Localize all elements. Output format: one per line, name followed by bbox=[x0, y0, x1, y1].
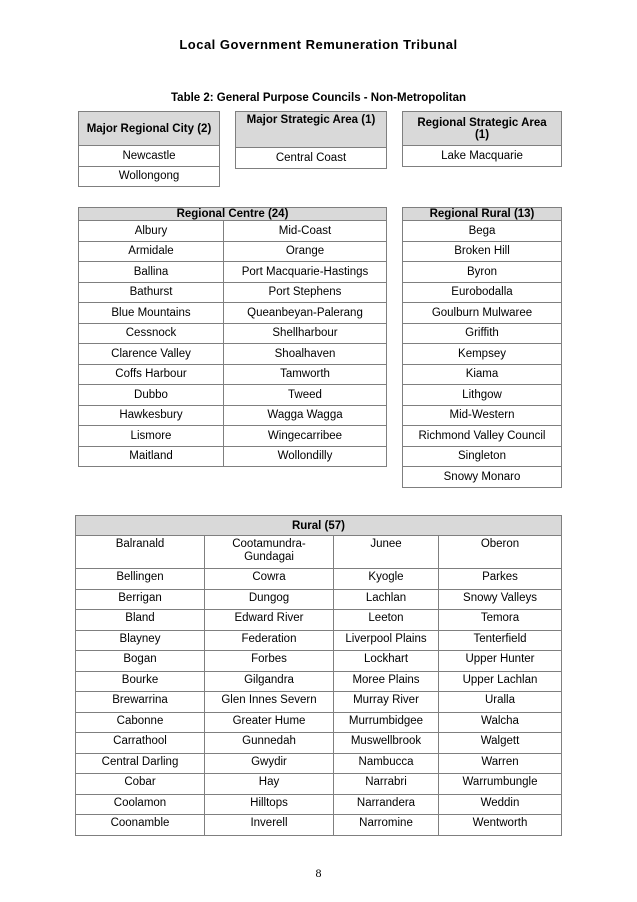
regional-centre-table bbox=[78, 207, 387, 467]
table-cell: Lithgow bbox=[403, 385, 562, 406]
table-cell: Leeton bbox=[334, 610, 439, 631]
table-cell: Kiama bbox=[403, 364, 562, 385]
table-cell: Wollongong bbox=[79, 166, 220, 187]
table-cell: Queanbeyan-Palerang bbox=[224, 303, 387, 324]
table-cell: Bland bbox=[76, 610, 205, 631]
table-cell: Tenterfield bbox=[439, 630, 562, 651]
table-cell: Upper Lachlan bbox=[439, 671, 562, 692]
table-cell: Snowy Monaro bbox=[403, 467, 562, 488]
table-cell: Lachlan bbox=[334, 589, 439, 610]
table-cell: Bogan bbox=[76, 651, 205, 672]
table-cell: Kempsey bbox=[403, 344, 562, 365]
major-strategic-area-table bbox=[235, 111, 387, 169]
table-cell: Inverell bbox=[205, 815, 334, 836]
table-cell: Wollondilly bbox=[224, 446, 387, 467]
table-cell: Tweed bbox=[224, 385, 387, 406]
table-cell: Balranald bbox=[76, 536, 205, 569]
regional-strategic-area-heading: Regional Strategic Area (1) bbox=[403, 112, 562, 146]
table-cell: Kyogle bbox=[334, 569, 439, 590]
table-cell: Mid-Western bbox=[403, 405, 562, 426]
table-cell: Narromine bbox=[334, 815, 439, 836]
table-cell: Newcastle bbox=[79, 146, 220, 167]
table-cell: Nambucca bbox=[334, 753, 439, 774]
table-cell: Mid-Coast bbox=[224, 221, 387, 242]
table-cell: Hawkesbury bbox=[79, 405, 224, 426]
table-title: Table 2: General Purpose Councils - Non-Metropolitan bbox=[171, 92, 466, 104]
table-cell: Cabonne bbox=[76, 712, 205, 733]
table-cell: Forbes bbox=[205, 651, 334, 672]
table-cell: Coolamon bbox=[76, 794, 205, 815]
table-cell: Coonamble bbox=[76, 815, 205, 836]
table-cell: Wagga Wagga bbox=[224, 405, 387, 426]
table-cell: Glen Innes Severn bbox=[205, 692, 334, 713]
rural-table bbox=[75, 515, 562, 836]
table-cell: Narrandera bbox=[334, 794, 439, 815]
major-regional-city-heading: Major Regional City (2) bbox=[79, 112, 220, 146]
table-cell: Armidale bbox=[79, 241, 224, 262]
table-cell: Tamworth bbox=[224, 364, 387, 385]
table-cell: Coffs Harbour bbox=[79, 364, 224, 385]
table-cell: Berrigan bbox=[76, 589, 205, 610]
table-cell: Warren bbox=[439, 753, 562, 774]
major-strategic-area-heading: Major Strategic Area (1) bbox=[236, 112, 387, 148]
table-cell: Dubbo bbox=[79, 385, 224, 406]
table-cell: Port Stephens bbox=[224, 282, 387, 303]
table-cell: Cootamundra- Gundagai bbox=[205, 536, 334, 569]
table-cell: Bega bbox=[403, 221, 562, 242]
table-cell: Greater Hume bbox=[205, 712, 334, 733]
table-cell: Walcha bbox=[439, 712, 562, 733]
regional-rural-table bbox=[402, 207, 562, 488]
table-cell: Narrabri bbox=[334, 774, 439, 795]
table-cell: Warrumbungle bbox=[439, 774, 562, 795]
table-cell: Walgett bbox=[439, 733, 562, 754]
regional-centre-heading: Regional Centre (24) bbox=[79, 208, 387, 221]
table-cell: Port Macquarie-Hastings bbox=[224, 262, 387, 283]
table-cell: Cessnock bbox=[79, 323, 224, 344]
table-cell: Griffith bbox=[403, 323, 562, 344]
table-cell: Murray River bbox=[334, 692, 439, 713]
table-cell: Muswellbrook bbox=[334, 733, 439, 754]
page-number: 8 bbox=[315, 866, 322, 880]
table-cell: Temora bbox=[439, 610, 562, 631]
table-cell: Central Coast bbox=[236, 148, 387, 169]
table-cell: Gwydir bbox=[205, 753, 334, 774]
table-cell: Shoalhaven bbox=[224, 344, 387, 365]
table-cell: Central Darling bbox=[76, 753, 205, 774]
table-cell: Lockhart bbox=[334, 651, 439, 672]
table-cell: Wingecarribee bbox=[224, 426, 387, 447]
table-cell: Liverpool Plains bbox=[334, 630, 439, 651]
table-cell: Blayney bbox=[76, 630, 205, 651]
table-cell: Wentworth bbox=[439, 815, 562, 836]
table-cell: Uralla bbox=[439, 692, 562, 713]
regional-strategic-area-table bbox=[402, 111, 562, 167]
table-cell: Gilgandra bbox=[205, 671, 334, 692]
table-cell: Cobar bbox=[76, 774, 205, 795]
table-cell: Junee bbox=[334, 536, 439, 569]
major-regional-city-table bbox=[78, 111, 220, 187]
table-cell: Bourke bbox=[76, 671, 205, 692]
table-cell: Orange bbox=[224, 241, 387, 262]
table-cell: Bathurst bbox=[79, 282, 224, 303]
table-cell: Weddin bbox=[439, 794, 562, 815]
table-cell: Cowra bbox=[205, 569, 334, 590]
table-cell: Dungog bbox=[205, 589, 334, 610]
table-cell: Carrathool bbox=[76, 733, 205, 754]
table-cell: Byron bbox=[403, 262, 562, 283]
table-cell: Ballina bbox=[79, 262, 224, 283]
table-cell: Bellingen bbox=[76, 569, 205, 590]
table-cell: Lake Macquarie bbox=[403, 146, 562, 167]
table-cell: Gunnedah bbox=[205, 733, 334, 754]
table-cell: Goulburn Mulwaree bbox=[403, 303, 562, 324]
table-cell: Edward River bbox=[205, 610, 334, 631]
table-cell: Moree Plains bbox=[334, 671, 439, 692]
table-cell: Murrumbidgee bbox=[334, 712, 439, 733]
table-cell: Broken Hill bbox=[403, 241, 562, 262]
regional-rural-heading: Regional Rural (13) bbox=[403, 208, 562, 221]
table-cell: Brewarrina bbox=[76, 692, 205, 713]
rural-heading: Rural (57) bbox=[76, 516, 562, 536]
table-cell: Hilltops bbox=[205, 794, 334, 815]
table-cell: Federation bbox=[205, 630, 334, 651]
table-cell: Blue Mountains bbox=[79, 303, 224, 324]
document-title: Local Government Remuneration Tribunal bbox=[179, 37, 458, 52]
table-cell: Clarence Valley bbox=[79, 344, 224, 365]
table-cell: Singleton bbox=[403, 446, 562, 467]
table-cell: Maitland bbox=[79, 446, 224, 467]
table-cell: Hay bbox=[205, 774, 334, 795]
table-cell: Lismore bbox=[79, 426, 224, 447]
table-cell: Parkes bbox=[439, 569, 562, 590]
table-cell: Eurobodalla bbox=[403, 282, 562, 303]
table-cell: Snowy Valleys bbox=[439, 589, 562, 610]
table-cell: Shellharbour bbox=[224, 323, 387, 344]
table-cell: Upper Hunter bbox=[439, 651, 562, 672]
table-cell: Richmond Valley Council bbox=[403, 426, 562, 447]
table-cell: Oberon bbox=[439, 536, 562, 569]
table-cell: Albury bbox=[79, 221, 224, 242]
